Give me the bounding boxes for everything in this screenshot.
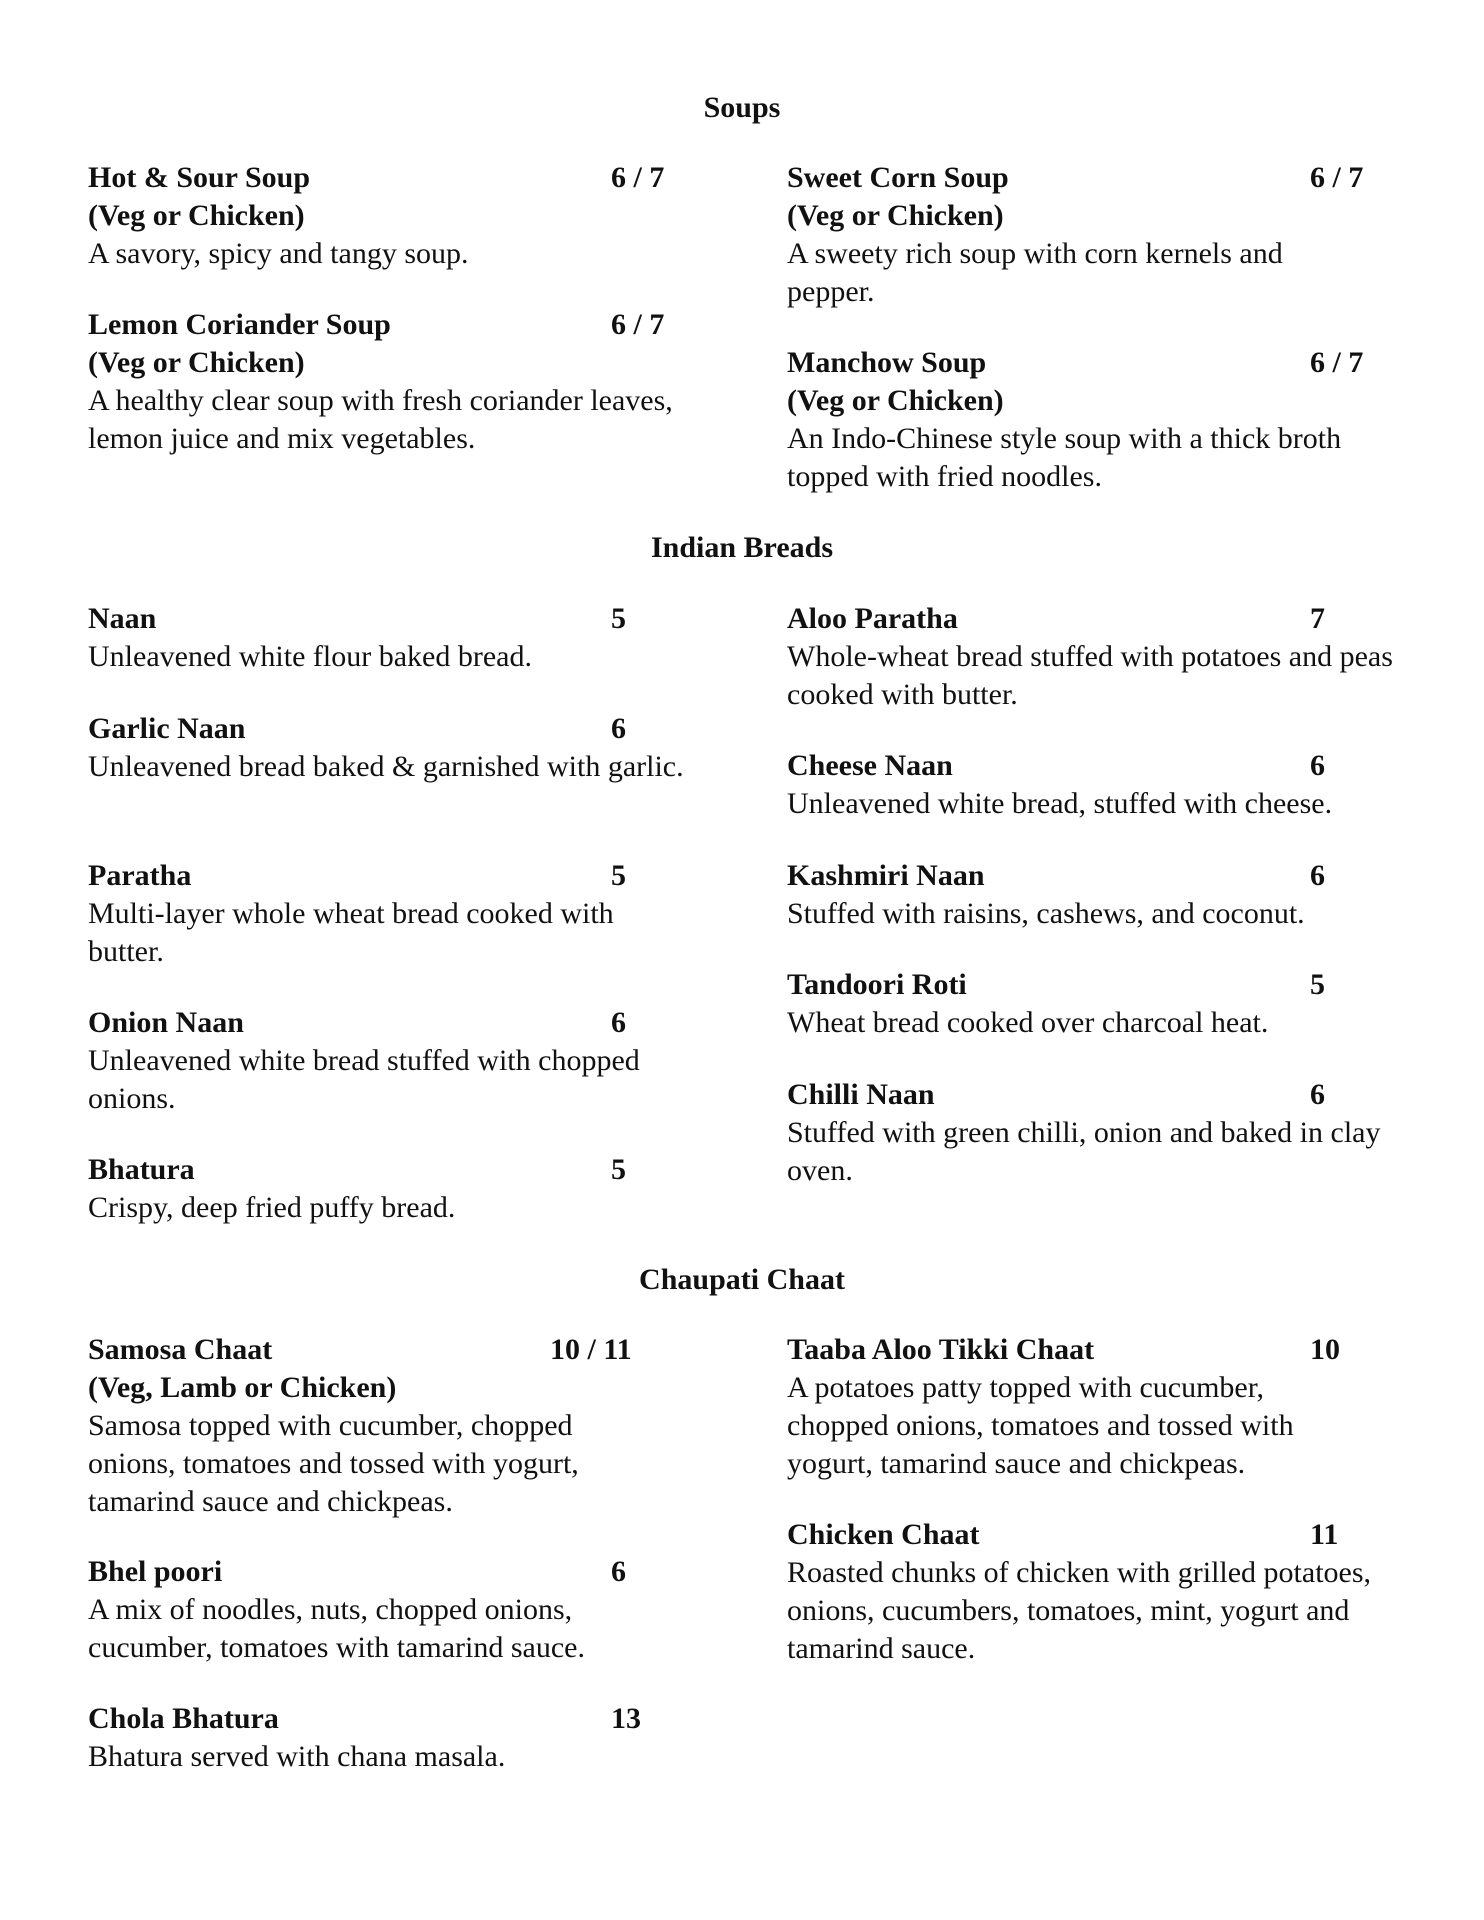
item-description: A savory, spicy and tangy soup. bbox=[88, 237, 469, 270]
item-price: 11 bbox=[1310, 1518, 1339, 1551]
menu-item-paratha bbox=[88, 857, 688, 971]
menu-item-chola-bhatura bbox=[88, 1700, 728, 1776]
menu-item-samosa-chaat bbox=[88, 1331, 648, 1521]
item-name: Chilli Naan bbox=[787, 1078, 935, 1111]
menu-item-kashmiri-naan bbox=[787, 857, 1407, 933]
item-name: Sweet Corn Soup bbox=[787, 161, 1009, 194]
item-name: Chicken Chaat bbox=[787, 1518, 980, 1551]
menu-item-onion-naan bbox=[88, 1004, 728, 1118]
item-price: 5 bbox=[611, 602, 626, 635]
item-name: Bhatura bbox=[88, 1153, 195, 1186]
item-name: Tandoori Roti bbox=[787, 968, 967, 1001]
item-name: Chola Bhatura bbox=[88, 1702, 279, 1735]
menu-item-taaba-aloo-tikki-chaat bbox=[787, 1331, 1367, 1483]
item-price: 6 bbox=[1310, 1078, 1325, 1111]
item-description: A sweety rich soup with corn kernels and pepper. bbox=[787, 237, 1283, 308]
item-name: Manchow Soup bbox=[787, 346, 987, 379]
menu-item-tandoori-roti bbox=[787, 966, 1407, 1042]
item-name: Onion Naan bbox=[88, 1006, 244, 1039]
item-name: Taaba Aloo Tikki Chaat bbox=[787, 1333, 1095, 1366]
item-description: Unleavened white bread stuffed with chopped onions. bbox=[88, 1044, 640, 1115]
item-description: Unleavened white flour baked bread. bbox=[88, 640, 532, 673]
item-description: Roasted chunks of chicken with grilled potatoes, onions, cucumbers, tomatoes, mint, yogurt and tamarind sauce. bbox=[787, 1556, 1372, 1665]
item-description: Bhatura served with chana masala. bbox=[88, 1740, 506, 1773]
menu-item-cheese-naan bbox=[787, 747, 1437, 823]
item-price: 7 bbox=[1310, 602, 1325, 635]
menu-item-chicken-chaat bbox=[787, 1516, 1397, 1668]
menu-item-bhel-poori bbox=[88, 1553, 688, 1667]
item-name: Kashmiri Naan bbox=[787, 859, 985, 892]
item-name: Garlic Naan bbox=[88, 712, 246, 745]
item-description: Wheat bread cooked over charcoal heat. bbox=[787, 1006, 1269, 1039]
item-name: Cheese Naan bbox=[787, 749, 953, 782]
item-price: 10 / 11 bbox=[550, 1333, 632, 1366]
menu-item-lemon-coriander-soup bbox=[88, 306, 688, 458]
item-name: Lemon Coriander Soup bbox=[88, 308, 391, 341]
item-variant: (Veg or Chicken) bbox=[787, 384, 1004, 417]
item-description: Stuffed with green chilli, onion and baked in clay oven. bbox=[787, 1116, 1381, 1187]
menu-item-garlic-naan bbox=[88, 710, 688, 786]
item-price: 5 bbox=[611, 859, 626, 892]
menu-item-naan bbox=[88, 600, 728, 676]
item-price: 5 bbox=[1310, 968, 1325, 1001]
item-description: A healthy clear soup with fresh coriander leaves, lemon juice and mix vegetables. bbox=[88, 384, 673, 455]
menu-item-bhatura bbox=[88, 1151, 728, 1227]
item-price: 5 bbox=[611, 1153, 626, 1186]
item-price: 6 bbox=[1310, 859, 1325, 892]
item-variant: (Veg or Chicken) bbox=[88, 346, 305, 379]
item-name: Bhel poori bbox=[88, 1555, 223, 1588]
item-description: Whole-wheat bread stuffed with potatoes and peas cooked with butter. bbox=[787, 640, 1393, 711]
menu-item-hot-sour-soup bbox=[88, 159, 728, 273]
menu-item-manchow-soup bbox=[787, 344, 1407, 496]
section-title-indian-breads: Indian Breads bbox=[650, 531, 834, 564]
item-description: Stuffed with raisins, cashews, and coconut. bbox=[787, 897, 1305, 930]
item-price: 6 bbox=[611, 1006, 626, 1039]
item-price: 6 / 7 bbox=[1310, 346, 1364, 379]
item-description: Samosa topped with cucumber, chopped onions, tomatoes and tossed with yogurt, tamarind sauce and chickpeas. bbox=[88, 1409, 579, 1518]
item-price: 13 bbox=[611, 1702, 641, 1735]
menu-item-sweet-corn-soup bbox=[787, 159, 1364, 311]
item-description: Unleavened bread baked & garnished with garlic. bbox=[88, 750, 684, 783]
item-price: 6 bbox=[611, 1555, 626, 1588]
item-description: Crispy, deep fried puffy bread. bbox=[88, 1191, 456, 1224]
item-description: A potatoes patty topped with cucumber, chopped onions, tomatoes and tossed with yogurt, tamarind sauce and chickpeas. bbox=[787, 1371, 1294, 1480]
item-name: Paratha bbox=[88, 859, 192, 892]
item-description: An Indo-Chinese style soup with a thick broth topped with fried noodles. bbox=[787, 422, 1342, 493]
item-description: Unleavened white bread, stuffed with cheese. bbox=[787, 787, 1333, 820]
item-name: Hot & Sour Soup bbox=[88, 161, 311, 194]
item-name: Naan bbox=[88, 602, 157, 635]
menu-item-aloo-paratha bbox=[787, 600, 1407, 714]
section-title-chaupati-chaat: Chaupati Chaat bbox=[639, 1263, 845, 1296]
item-variant: (Veg or Chicken) bbox=[787, 199, 1004, 232]
item-price: 6 / 7 bbox=[611, 161, 665, 194]
item-variant: (Veg or Chicken) bbox=[88, 199, 305, 232]
item-description: Multi-layer whole wheat bread cooked with butter. bbox=[88, 897, 614, 968]
item-name: Samosa Chaat bbox=[88, 1333, 273, 1366]
item-variant: (Veg, Lamb or Chicken) bbox=[88, 1371, 397, 1404]
item-price: 10 bbox=[1310, 1333, 1340, 1366]
section-title-soups: Soups bbox=[703, 91, 781, 124]
item-price: 6 / 7 bbox=[1310, 161, 1364, 194]
item-price: 6 bbox=[611, 712, 626, 745]
item-price: 6 / 7 bbox=[611, 308, 665, 341]
menu-item-chilli-naan bbox=[787, 1076, 1387, 1190]
item-description: A mix of noodles, nuts, chopped onions, cucumber, tomatoes with tamarind sauce. bbox=[88, 1593, 585, 1664]
item-price: 6 bbox=[1310, 749, 1325, 782]
item-name: Aloo Paratha bbox=[787, 602, 958, 635]
